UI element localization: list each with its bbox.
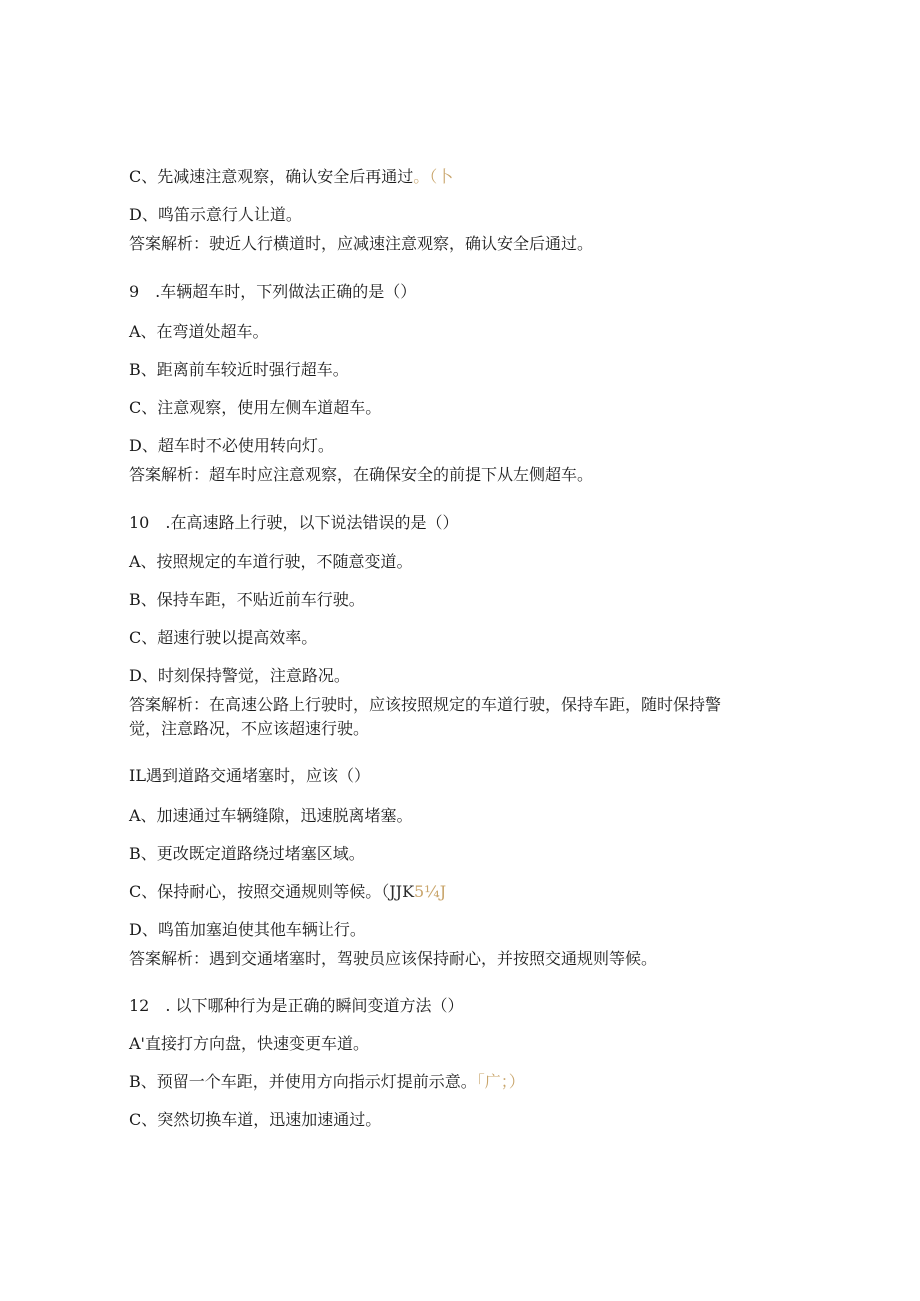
- q11-option-a: A、加速通过车辆缝隙，迅速脱离堵塞。: [129, 806, 413, 825]
- handwritten-mark: （JJK: [381, 882, 415, 901]
- q11-answer-analysis: 答案解析：遇到交通堵塞时，驾驶员应该保持耐心，并按照交通规则等候。: [129, 949, 658, 968]
- q10-option-d: D、时刻保持警觉，注意路况。: [129, 666, 350, 685]
- q8-option-c: C、先减速注意观察，确认安全后再通过。（卜: [129, 167, 454, 186]
- q10-option-a: A、按照规定的车道行驶，不随意变道。: [129, 552, 413, 571]
- q12-option-a: A'直接打方向盘，快速变更车道。: [129, 1034, 369, 1053]
- q9-question: 9 .车辆超车时，下列做法正确的是（）: [129, 282, 417, 301]
- q11-question: IL遇到道路交通堵塞时，应该（）: [129, 766, 370, 785]
- handwritten-mark: 5¼J: [414, 882, 447, 901]
- q10-answer-analysis-line1: 答案解析：在高速公路上行驶时，应该按照规定的车道行驶，保持车距，随时保持警: [129, 695, 722, 714]
- q12-option-b: B、预留一个车距，并使用方向指示灯提前示意。「广；）: [129, 1072, 525, 1091]
- q9-option-b: B、距离前车较近时强行超车。: [129, 360, 349, 379]
- q11-option-b: B、更改既定道路绕过堵塞区域。: [129, 844, 365, 863]
- q10-question: 10 .在高速路上行驶，以下说法错误的是（）: [129, 513, 459, 532]
- handwritten-mark: 「广；）: [476, 1072, 525, 1091]
- q12-option-c: C、突然切换车道，迅速加速通过。: [129, 1110, 382, 1129]
- q9-option-d: D、超车时不必使用转向灯。: [129, 436, 334, 455]
- q10-option-b: B、保持车距，不贴近前车行驶。: [129, 590, 365, 609]
- q10-option-c: C、超速行驶以提高效率。: [129, 628, 318, 647]
- q9-option-a: A、在弯道处超车。: [129, 322, 269, 341]
- q11-option-c: C、保持耐心，按照交通规则等候。（JJK5¼J: [129, 882, 447, 901]
- q11-option-d: D、鸣笛加塞迫使其他车辆让行。: [129, 920, 366, 939]
- q8-option-d: D、鸣笛示意行人让道。: [129, 205, 302, 224]
- q8-answer-analysis: 答案解析：驶近人行横道时，应减速注意观察，确认安全后通过。: [129, 234, 594, 253]
- handwritten-mark: 。（卜: [413, 167, 454, 186]
- q9-option-c: C、注意观察，使用左侧车道超车。: [129, 398, 382, 417]
- q9-answer-analysis: 答案解析：超车时应注意观察，在确保安全的前提下从左侧超车。: [129, 465, 594, 484]
- q12-question: 12 . 以下哪种行为是正确的瞬间变道方法（）: [129, 996, 464, 1015]
- q10-answer-analysis-line2: 觉，注意路况，不应该超速行驶。: [129, 719, 370, 738]
